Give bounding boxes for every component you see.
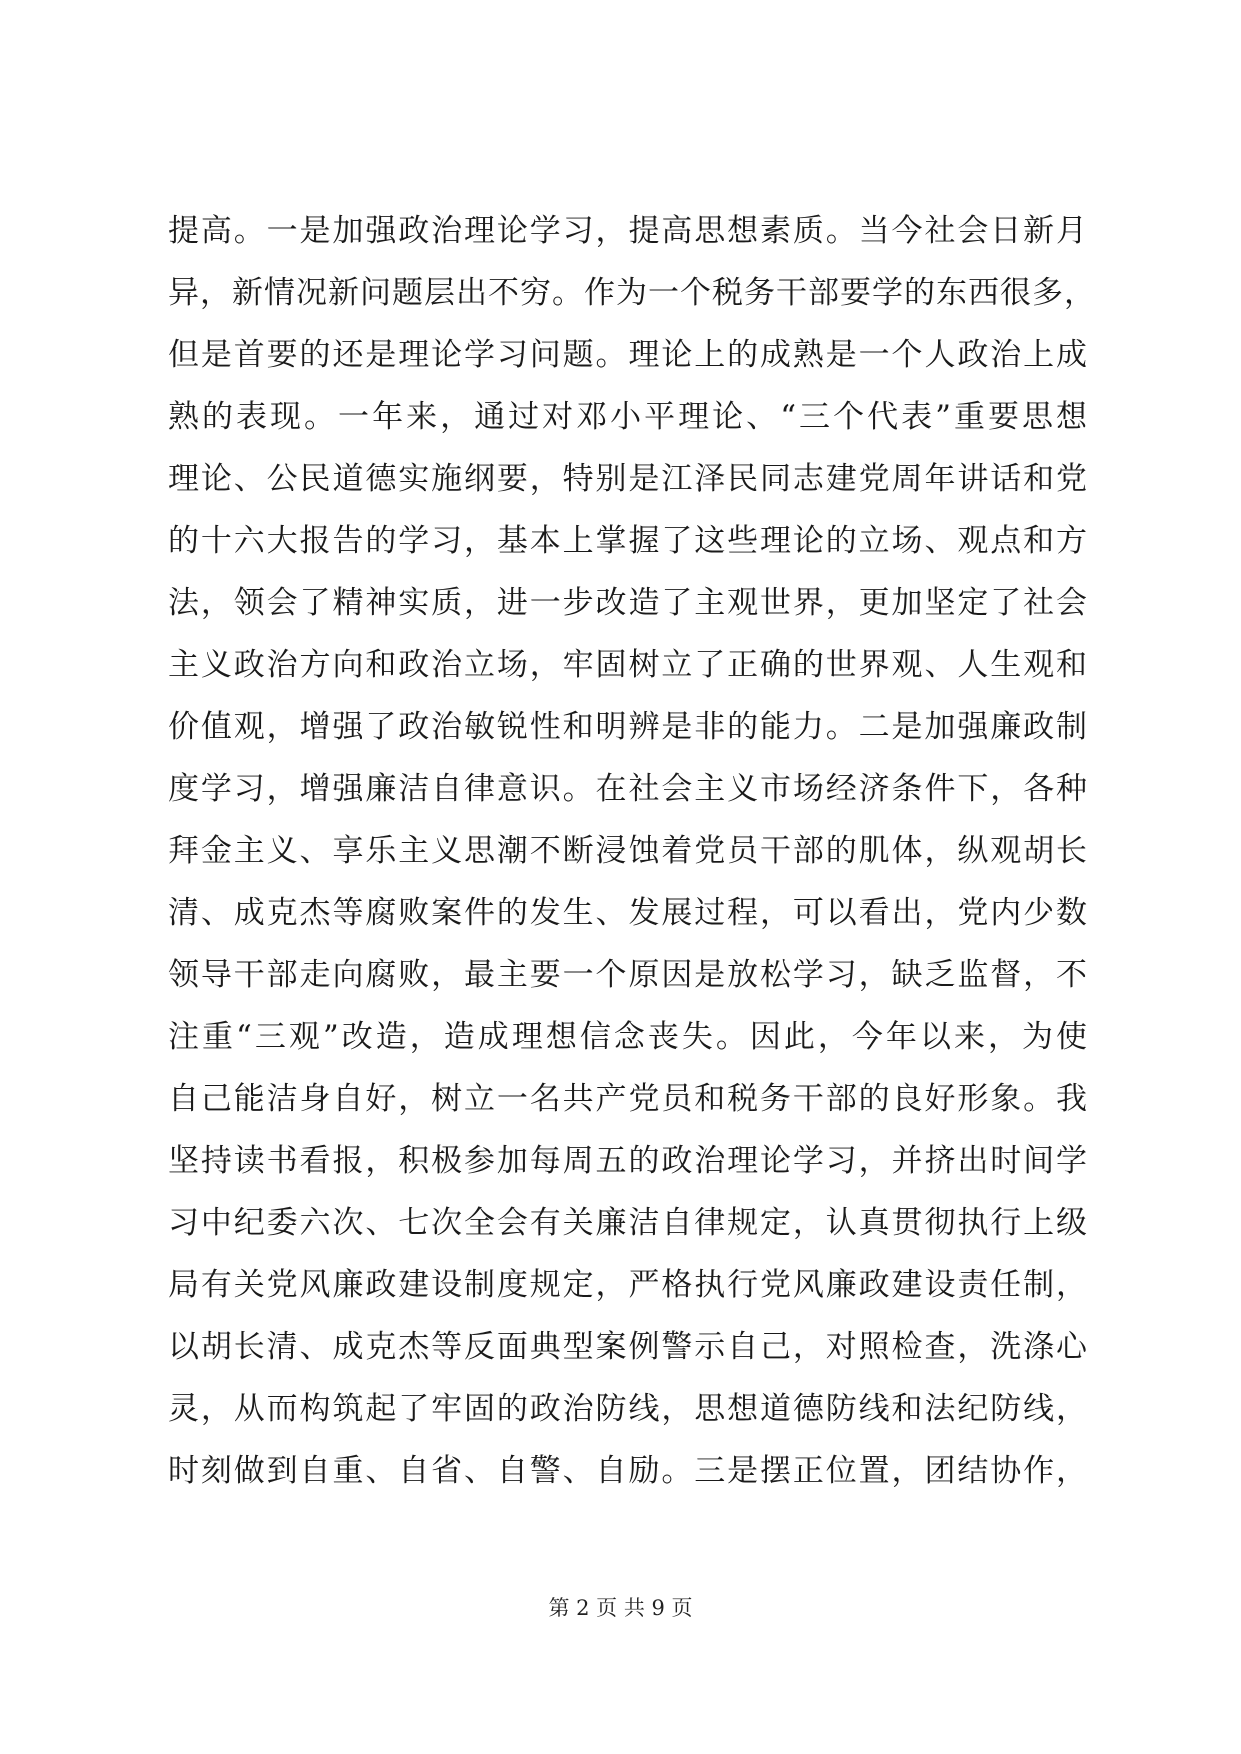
text-line: 时刻做到自重、自省、自警、自励。三是摆正位置，团结协作， <box>168 1453 1088 1489</box>
text-line: 坚持读书看报，积极参加每周五的政治理论学习，并挤出时间学 <box>168 1143 1088 1179</box>
text-line: 拜金主义、享乐主义思潮不断浸蚀着党员干部的肌体，纵观胡长 <box>168 833 1088 869</box>
text-line: 习中纪委六次、七次全会有关廉洁自律规定，认真贯彻执行上级 <box>168 1205 1088 1241</box>
page-number-footer: 第 2 页 共 9 页 <box>548 1596 693 1620</box>
text-line: 熟的表现。一年来，通过对邓小平理论、“三个代表”重要思想 <box>168 399 1088 435</box>
text-line: 灵，从而构筑起了牢固的政治防线，思想道德防线和法纪防线， <box>168 1391 1088 1427</box>
text-line: 主义政治方向和政治立场，牢固树立了正确的世界观、人生观和 <box>168 647 1088 683</box>
text-line: 领导干部走向腐败，最主要一个原因是放松学习，缺乏监督，不 <box>168 957 1088 993</box>
text-line: 的十六大报告的学习，基本上掌握了这些理论的立场、观点和方 <box>168 523 1088 559</box>
text-line: 法，领会了精神实质，进一步改造了主观世界，更加坚定了社会 <box>168 585 1088 621</box>
body-text <box>168 200 1096 1502</box>
text-line: 异，新情况新问题层出不穷。作为一个税务干部要学的东西很多， <box>168 275 1096 311</box>
text-line: 但是首要的还是理论学习问题。理论上的成熟是一个人政治上成 <box>168 337 1088 373</box>
text-line: 价值观，增强了政治敏锐性和明辨是非的能力。二是加强廉政制 <box>168 709 1088 745</box>
text-line: 清、成克杰等腐败案件的发生、发展过程，可以看出，党内少数 <box>168 895 1088 931</box>
text-line: 提高。一是加强政治理论学习，提高思想素质。当今社会日新月 <box>168 213 1088 249</box>
text-line: 理论、公民道德实施纲要，特别是江泽民同志建党周年讲话和党 <box>168 461 1088 497</box>
text-line: 以胡长清、成克杰等反面典型案例警示自己，对照检查，洗涤心 <box>168 1329 1088 1365</box>
text-line: 自己能洁身自好，树立一名共产党员和税务干部的良好形象。我 <box>168 1081 1088 1117</box>
text-line: 局有关党风廉政建设制度规定，严格执行党风廉政建设责任制， <box>168 1267 1088 1303</box>
text-line: 注重“三观”改造，造成理想信念丧失。因此，今年以来，为使 <box>168 1019 1088 1055</box>
text-line: 度学习，增强廉洁自律意识。在社会主义市场经济条件下，各种 <box>168 771 1088 807</box>
